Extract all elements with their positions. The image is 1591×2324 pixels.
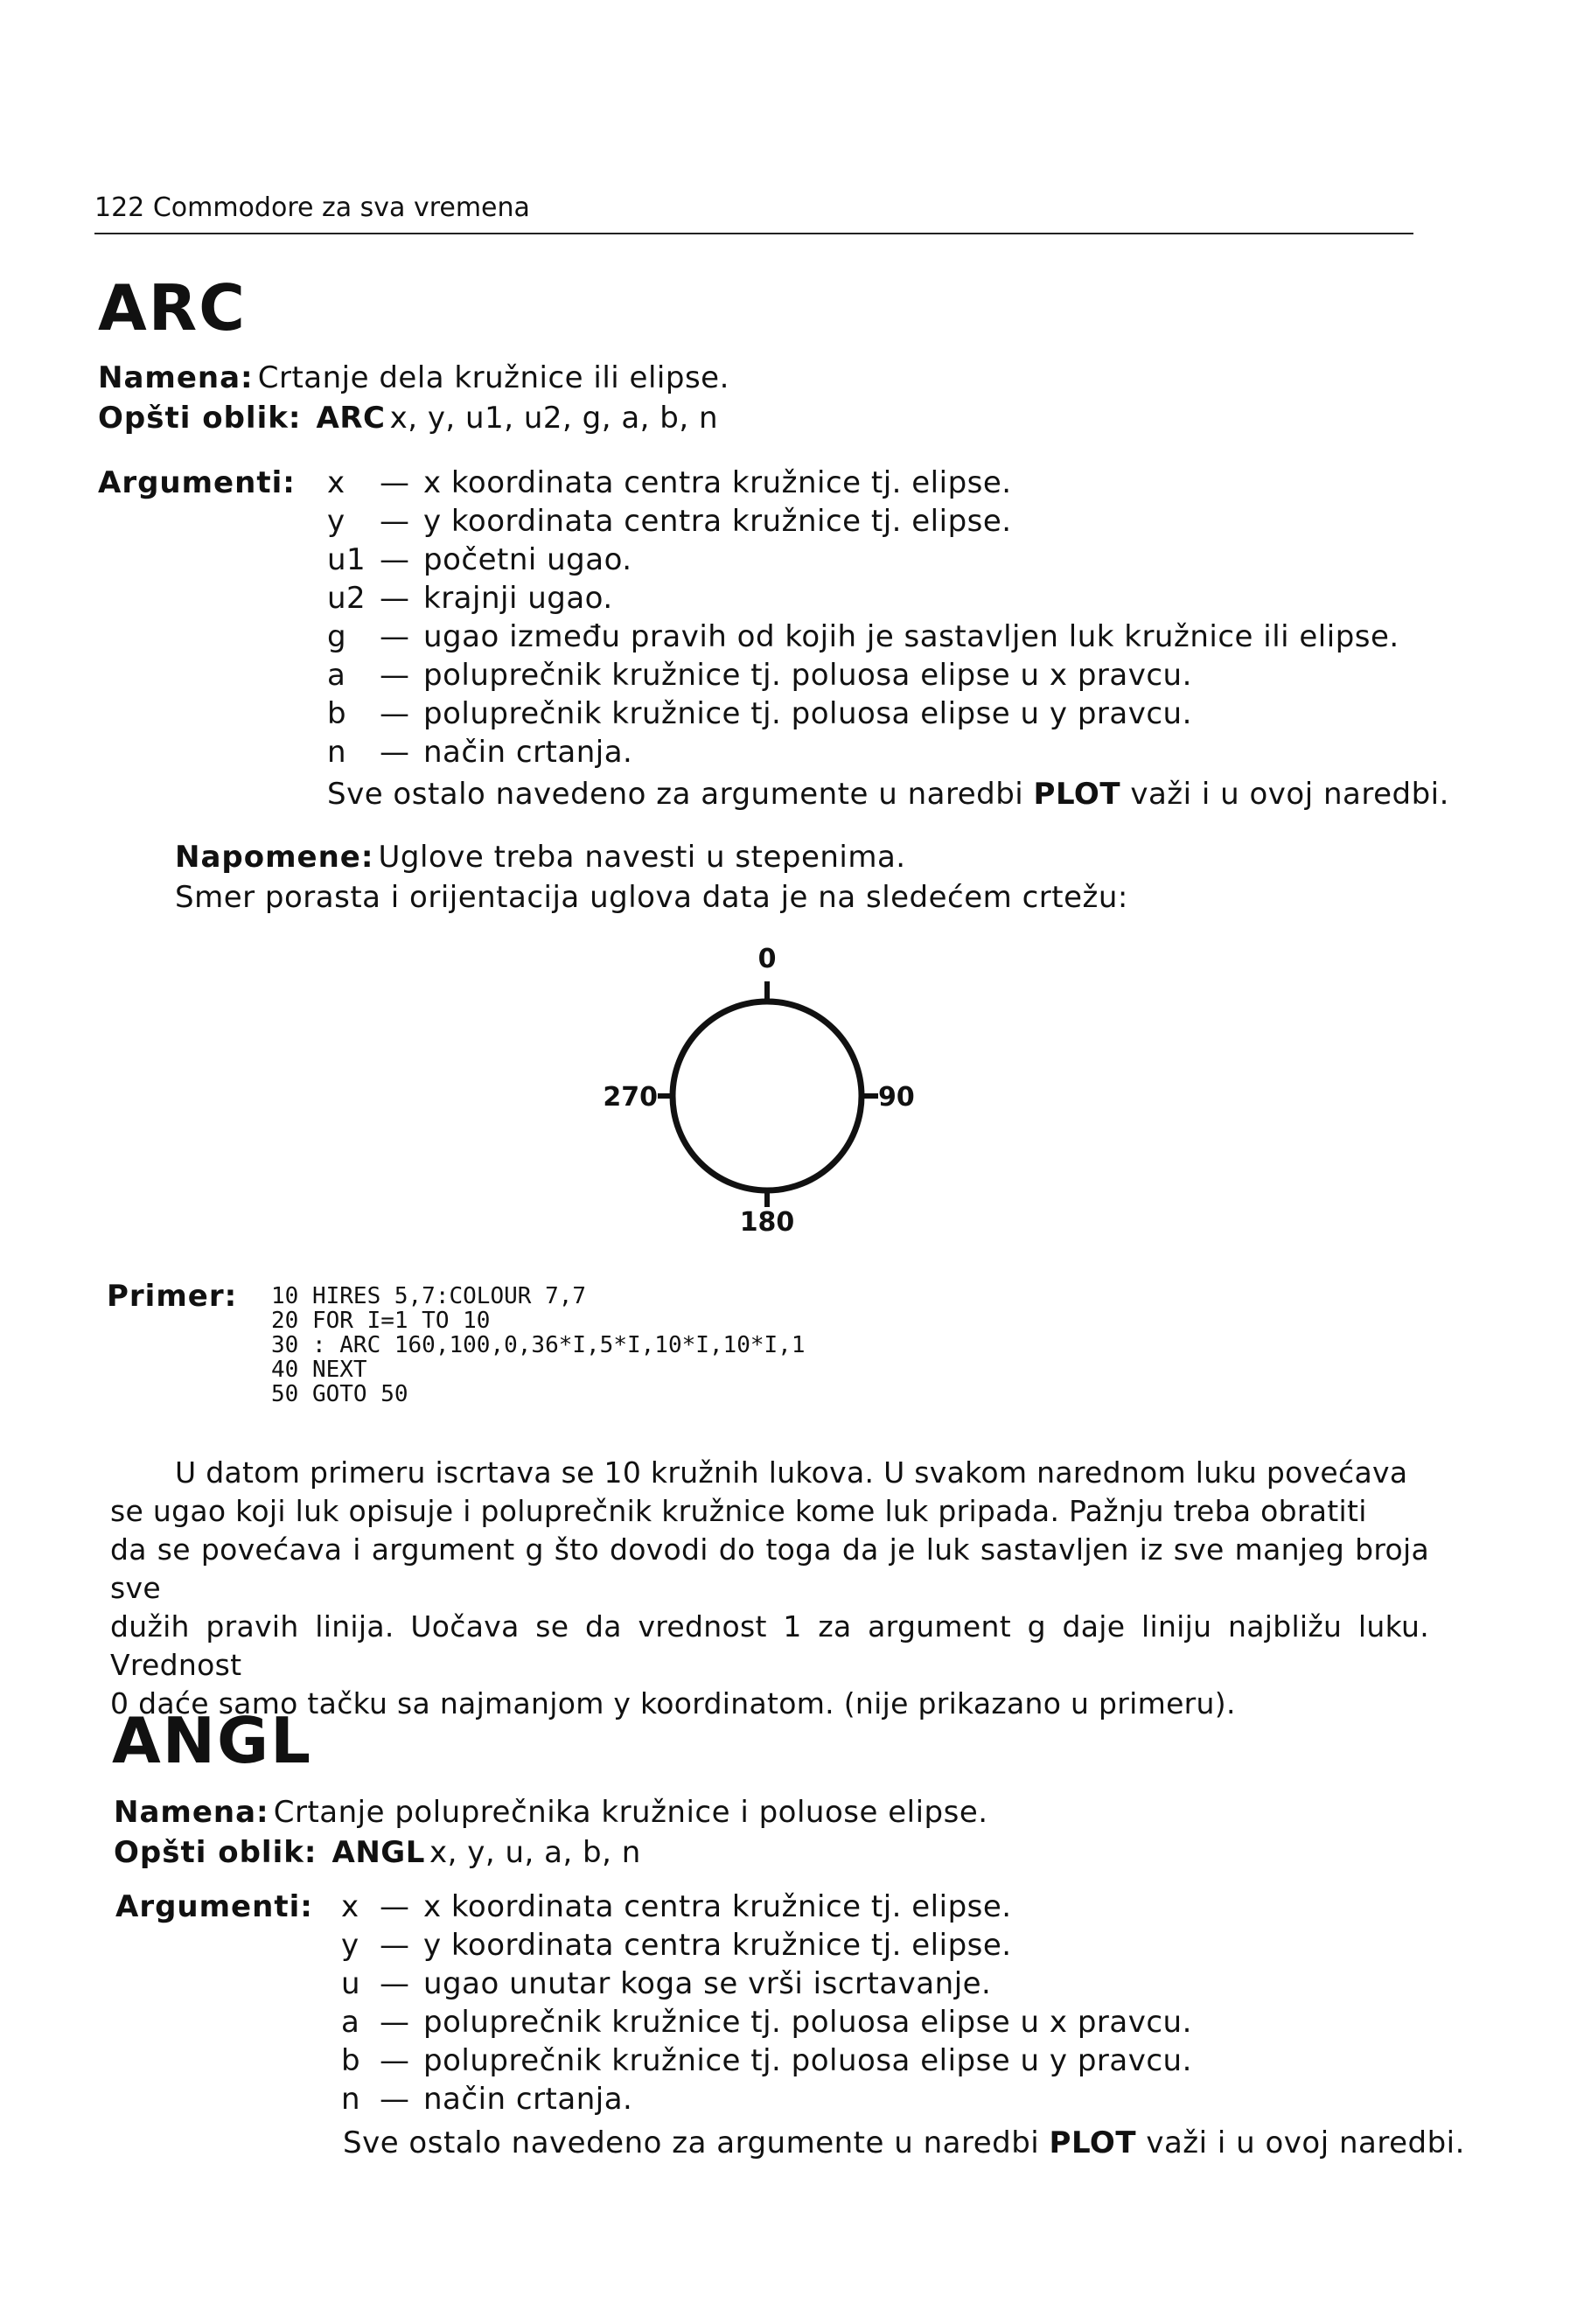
angl-opsti-label: Opšti oblik: [114,1835,318,1870]
arg-key: g [327,619,347,654]
arc-sve-ostalo [327,777,1449,812]
arc-arg-row [327,733,1399,771]
arg-dash: — [380,2082,410,2117]
arg-dash: — [380,2005,410,2040]
arc-opsti-label: Opšti oblik: [98,401,302,436]
angl-opsti-cmd: ANGL [331,1835,425,1870]
arg-desc: početni ugao. [423,542,632,577]
code-line: 30 : ARC 160,100,0,36*I,5*I,10*I,10*I,1 [271,1332,806,1358]
arc-arg-row [327,502,1399,541]
code-line: 10 HIRES 5,7:COLOUR 7,7 [271,1283,587,1309]
arc-napomene-label: Napomene: [175,840,374,875]
arc-napomene-text: Uglove treba navesti u stepenima. [378,840,906,875]
angl-sve-pre: Sve ostalo navedeno za argumente u naredbi [343,2125,1040,2160]
dial-label-bottom: 180 [739,1207,795,1238]
page-number: 122 [94,192,145,223]
angl-namena-line [114,1795,988,1830]
arc-arguments-table [327,464,1399,771]
arg-desc: ugao između pravih od kojih je sastavljen luk kružnice ili elipse. [423,619,1399,654]
arc-namena-label: Namena: [98,360,254,395]
header-rule [94,233,1413,234]
arc-arg-row [327,579,1399,618]
arc-arg-row [327,694,1399,733]
arg-desc: krajnji ugao. [423,581,613,616]
dial-label-left: 270 [603,1082,658,1113]
angl-opsti-args: x, y, u, a, b, n [429,1835,641,1870]
arg-dash: — [380,465,410,500]
arg-desc: poluprečnik kružnice tj. poluosa elipse u y pravcu. [423,2043,1192,2078]
arg-desc: poluprečnik kružnice tj. poluosa elipse u x pravcu. [423,658,1192,693]
arc-opsti-args: x, y, u1, u2, g, a, b, n [389,401,719,436]
arg-dash: — [380,542,410,577]
book-title: Commodore za sva vremena [152,192,530,223]
explanation-line: dužih pravih linija. Uočava se da vrednost 1 za argument g daje liniju najbližu luku. Vrednost [110,1609,1429,1682]
arg-dash: — [380,581,410,616]
arg-key: a [341,2005,360,2040]
arc-title: ARC [98,271,248,345]
arc-sve-post: važi i u ovoj naredbi. [1130,777,1449,812]
angl-arg-row [341,2080,1192,2118]
arc-namena-line [98,360,729,395]
arc-arg-row [327,656,1399,694]
explanation-line: 0 daće samo tačku sa najmanjom y koordinatom. (nije prikazano u primeru). [110,1686,1236,1720]
arc-sve-cmd: PLOT [1033,777,1121,812]
running-header [94,192,530,223]
arg-key: u2 [327,581,366,616]
arc-namena-text: Crtanje dela kružnice ili elipse. [257,360,729,395]
arg-key: b [341,2043,361,2078]
arc-sve-pre: Sve ostalo navedeno za argumente u naredbi [327,777,1024,812]
arg-dash: — [380,619,410,654]
arc-arg-row [327,541,1399,579]
code-line: 50 GOTO 50 [271,1381,408,1407]
dial-label-top: 0 [757,944,777,974]
arc-napomene-line [175,840,906,875]
arc-argumenti-label: Argumenti: [98,465,296,500]
arg-key: u [341,1966,361,2001]
arg-desc: način crtanja. [423,735,633,770]
arg-dash: — [380,1928,410,1963]
arg-key: x [341,1889,359,1924]
angl-arg-row [341,2003,1192,2041]
arc-code-listing [271,1284,805,1406]
code-line: 40 NEXT [271,1357,367,1383]
arg-dash: — [380,1889,410,1924]
angl-opsti-line [114,1835,641,1870]
arg-desc: poluprečnik kružnice tj. poluosa elipse u x pravcu. [423,2005,1192,2040]
angl-arguments-table [341,1888,1192,2118]
code-line: 20 FOR I=1 TO 10 [271,1308,491,1334]
arg-dash: — [380,658,410,693]
arc-primer-label: Primer: [107,1279,238,1314]
arc-smer-text: Smer porasta i orijentacija uglova data je na sledećem crtežu: [175,880,1128,915]
arg-dash: — [380,2043,410,2078]
explanation-line: se ugao koji luk opisuje i poluprečnik kružnice kome luk pripada. Pažnju treba obratiti [110,1494,1367,1528]
arg-desc: ugao unutar koga se vrši iscrtavanje. [423,1966,992,2001]
arc-explanation [110,1454,1429,1723]
arg-desc: y koordinata centra kružnice tj. elipse. [423,504,1012,539]
arg-desc: y koordinata centra kružnice tj. elipse. [423,1928,1012,1963]
arg-desc: x koordinata centra kružnice tj. elipse. [423,465,1012,500]
arg-key: a [327,658,346,693]
angl-namena-text: Crtanje poluprečnika kružnice i poluose elipse. [273,1795,988,1830]
arg-dash: — [380,696,410,731]
angle-dial-diagram [577,936,945,1260]
arg-dash: — [380,504,410,539]
arg-desc: način crtanja. [423,2082,633,2117]
explanation-line: da se povećava i argument g što dovodi do toga da je luk sastavljen iz sve manjeg broja sve [110,1532,1429,1605]
angl-sve-cmd: PLOT [1049,2125,1137,2160]
angl-sve-ostalo [343,2125,1465,2160]
arg-key: n [341,2082,361,2117]
explanation-line: U datom primeru iscrtava se 10 kružnih lukova. U svakom narednom luku povećava [175,1455,1408,1490]
angl-sve-post: važi i u ovoj naredbi. [1146,2125,1465,2160]
angl-arg-row [341,1926,1192,1965]
arg-key: u1 [327,542,366,577]
angl-arg-row [341,2041,1192,2080]
arc-arg-row [327,618,1399,656]
angl-namena-label: Namena: [114,1795,269,1830]
arc-opsti-cmd: ARC [316,401,386,436]
arc-arg-row [327,464,1399,502]
arg-key: y [341,1928,359,1963]
arg-dash: — [380,735,410,770]
arg-desc: poluprečnik kružnice tj. poluosa elipse u y pravcu. [423,696,1192,731]
arg-key: b [327,696,347,731]
dial-label-right: 90 [878,1082,915,1113]
angl-title: ANGL [112,1704,312,1777]
angl-arg-row [341,1965,1192,2003]
dial-circle [673,1001,862,1190]
angl-argumenti-label: Argumenti: [115,1889,313,1924]
arg-key: x [327,465,345,500]
arg-desc: x koordinata centra kružnice tj. elipse. [423,1889,1012,1924]
arc-opsti-line [98,401,718,436]
arg-dash: — [380,1966,410,2001]
angl-arg-row [341,1888,1192,1926]
arg-key: n [327,735,347,770]
arg-key: y [327,504,345,539]
